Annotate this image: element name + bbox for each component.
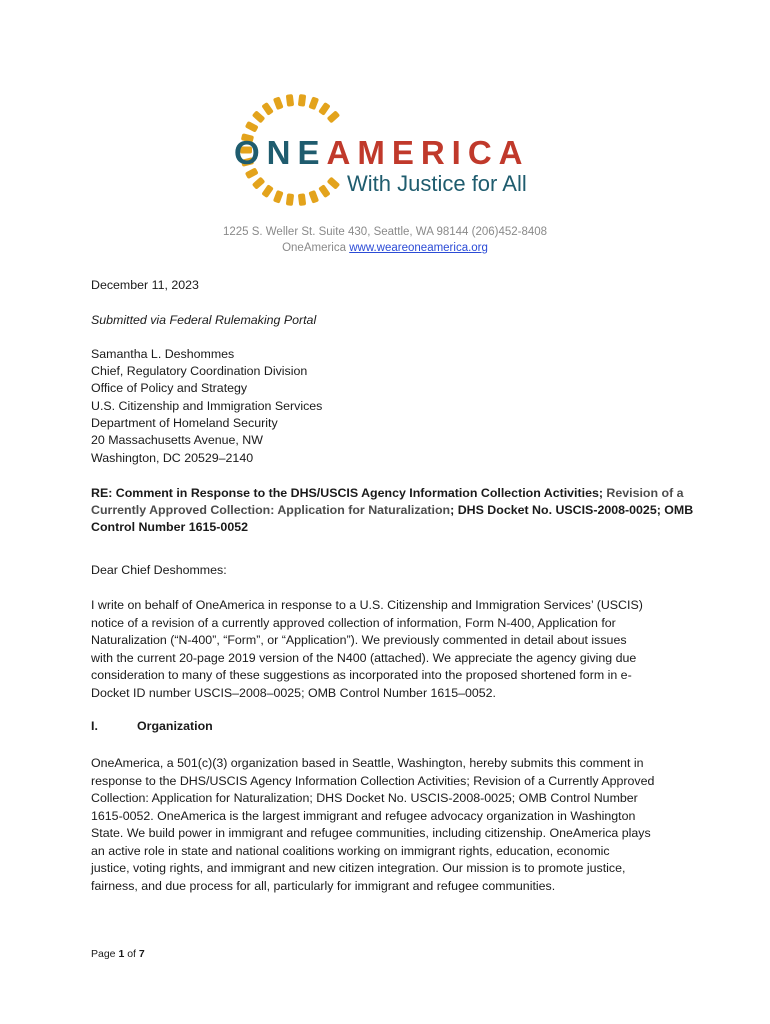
sun-ray bbox=[286, 94, 294, 107]
page-number: Page 1 of 7 bbox=[91, 948, 145, 960]
organization-paragraph: OneAmerica, a 501(c)(3) organization based in Seattle, Washington, hereby submits this comment in response to the DHS/USCIS Agency Information Collection Activities; Revision of a Currently Approved Collection: Application for Naturalization; DHS Docket No. USCIS-2008-0025; OMB Control Number 1615-0052. OneAmerica is the largest immigrant and refugee advocacy organization in Washington State. We build power in immigrant and refugee communities, including citizenship. OneAmerica plays an active role in state and national coalitions working on immigrant rights, education, economic justice, voting rights, and immigrant and new citizen integration. Our mission is to promote justice, fairness, and due process for all, particularly for immigrant and refugee communities. bbox=[91, 756, 655, 893]
sun-ray bbox=[245, 121, 259, 133]
re-line: Control Number 1615-0052 bbox=[91, 520, 249, 534]
sun-ray bbox=[261, 102, 274, 116]
sun-ray bbox=[261, 184, 274, 198]
recipient-line: U.S. Citizenship and Immigration Services bbox=[91, 399, 323, 413]
recipient-line: 20 Massachusetts Avenue, NW bbox=[91, 433, 263, 447]
address-line: 1225 S. Weller St. Suite 430, Seattle, WA 98144 (206)452-8408 bbox=[222, 226, 548, 238]
sun-ray bbox=[252, 177, 266, 190]
intro-paragraph: I write on behalf of OneAmerica in response to a U.S. Citizenship and Immigration Services’ (USCIS) notice of a revision of a currently approved collection of information, Form N-400, Application for Naturalization (“N-400”, “Form”, or “Application”). We previously commented in detail about issues with the current 20-page 2019 version of the N400 (attached). We appreciate the agency giving due consideration to many of these suggestions as incorporated into the proposed shortened form in e- Docket ID number USCIS–2008–0025; OMB Control Number 1615–0052. bbox=[91, 598, 643, 700]
website-prefix: OneAmerica bbox=[282, 242, 350, 254]
sun-ray bbox=[273, 96, 284, 110]
recipient-line: Washington, DC 20529–2140 bbox=[91, 451, 254, 465]
logo-wordmark bbox=[234, 134, 530, 172]
submission-method: Submitted via Federal Rulemaking Portal bbox=[91, 313, 317, 327]
website-link[interactable]: www.weareoneamerica.org bbox=[349, 242, 488, 254]
sun-ray bbox=[286, 193, 294, 206]
section-numeral: I. bbox=[91, 719, 98, 733]
sun-ray bbox=[327, 110, 341, 123]
recipient-line: Chief, Regulatory Coordination Division bbox=[91, 364, 308, 378]
sun-ray bbox=[273, 190, 284, 204]
sun-ray bbox=[308, 96, 319, 110]
sun-ray bbox=[327, 177, 341, 190]
logo-word-one: ONE bbox=[234, 134, 327, 171]
logo-tagline: With Justice for All bbox=[347, 171, 527, 196]
sun-ray bbox=[252, 110, 266, 123]
recipient-line: Samantha L. Deshommes bbox=[91, 347, 235, 361]
sun-ray bbox=[308, 190, 319, 204]
sun-ray bbox=[298, 193, 306, 206]
letter-date: December 11, 2023 bbox=[91, 278, 199, 292]
oneamerica-logo bbox=[234, 90, 544, 215]
section-title: Organization bbox=[137, 719, 213, 733]
website-line bbox=[0, 242, 770, 254]
salutation: Dear Chief Deshommes: bbox=[91, 563, 227, 577]
sun-ray bbox=[298, 94, 306, 107]
logo-word-america: AMERICA bbox=[326, 134, 530, 171]
recipient-line: Office of Policy and Strategy bbox=[91, 381, 248, 395]
re-line: RE: Comment in Response to the DHS/USCIS Agency Information Collection Activities; Revision of a bbox=[91, 486, 684, 500]
recipient-line: Department of Homeland Security bbox=[91, 416, 278, 430]
sun-ray bbox=[318, 102, 331, 116]
re-line: Currently Approved Collection: Application for Naturalization; DHS Docket No. USCIS-2008-0025; OMB bbox=[91, 503, 694, 517]
sun-ray bbox=[318, 184, 331, 198]
